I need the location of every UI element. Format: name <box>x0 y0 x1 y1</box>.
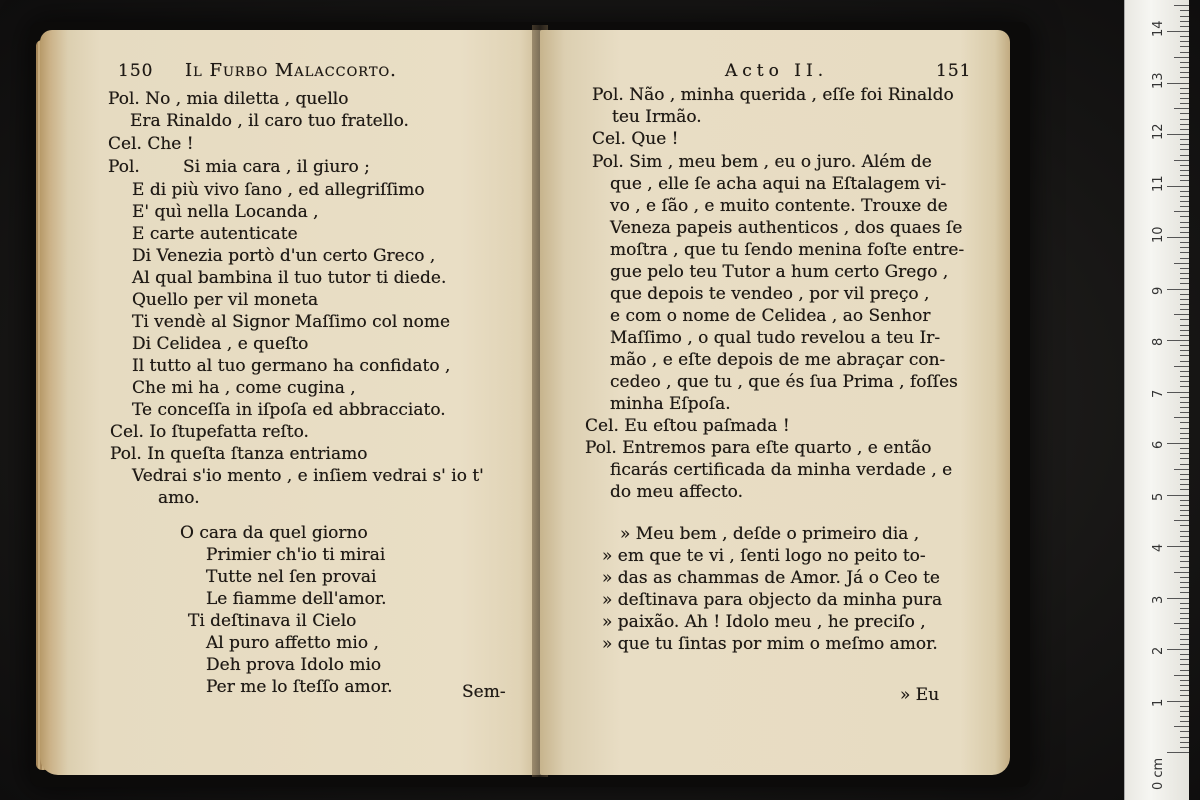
ruler-tick <box>1167 495 1189 496</box>
ruler-tick <box>1180 299 1189 300</box>
ruler-tick <box>1180 397 1189 398</box>
ruler-tick <box>1167 83 1189 84</box>
right-verse-6: » que tu ſintas por mim o meſmo amor. <box>602 634 938 654</box>
ruler-tick <box>1180 711 1189 712</box>
ruler-tick <box>1180 139 1189 140</box>
ruler-tick <box>1174 160 1189 161</box>
ruler-tick <box>1180 510 1189 511</box>
right-line-1: Pol. Não , minha querida , eſſe foi Rinaldo <box>592 85 954 105</box>
left-line-16: Cel. Io ſtupefatta reſto. <box>110 422 309 442</box>
ruler-tick <box>1180 747 1189 748</box>
left-line-10: Quello per vil moneta <box>132 290 319 310</box>
left-page-number: 150 <box>118 61 154 81</box>
left-line-14: Che mi ha , come cugina , <box>132 378 356 398</box>
ruler-label: 9 <box>1151 286 1166 295</box>
ruler-label: 13 <box>1151 71 1166 89</box>
ruler-tick <box>1167 752 1189 753</box>
ruler-tick <box>1167 598 1189 599</box>
ruler-tick <box>1180 144 1189 145</box>
ruler-tick <box>1180 155 1189 156</box>
ruler-tick <box>1174 314 1189 315</box>
left-line-11: Ti vendè al Signor Maſſimo col nome <box>132 312 451 332</box>
ruler-tick <box>1180 706 1189 707</box>
ruler-tick <box>1180 664 1189 665</box>
ruler-tick <box>1180 330 1189 331</box>
left-line-2: Era Rinaldo , il caro tuo fratello. <box>130 111 409 131</box>
ruler-tick <box>1180 603 1189 604</box>
ruler-tick <box>1180 345 1189 346</box>
ruler-tick <box>1167 443 1189 444</box>
left-page <box>40 30 545 775</box>
ruler-tick <box>1180 67 1189 68</box>
left-line-1: Pol. No , mia diletta , quello <box>108 89 349 109</box>
ruler-tick <box>1174 520 1189 521</box>
ruler-tick <box>1180 464 1189 465</box>
ruler-tick <box>1180 36 1189 37</box>
ruler-tick <box>1180 381 1189 382</box>
ruler-tick <box>1180 433 1189 434</box>
ruler-label: 11 <box>1151 174 1166 192</box>
ruler-tick <box>1180 222 1189 223</box>
ruler-tick <box>1167 546 1189 547</box>
left-verse-8: Per me lo ſteſſo amor. <box>206 677 393 697</box>
ruler-tick <box>1180 268 1189 269</box>
ruler-tick <box>1180 587 1189 588</box>
ruler-tick <box>1180 98 1189 99</box>
ruler-tick <box>1180 309 1189 310</box>
right-running-title: Acto II. <box>725 61 829 81</box>
ruler-tick <box>1180 582 1189 583</box>
ruler-tick <box>1180 613 1189 614</box>
left-line-7: E carte autenticate <box>132 224 298 244</box>
ruler-tick <box>1174 57 1189 58</box>
left-catchword: Sem- <box>462 682 506 702</box>
ruler-tick <box>1180 458 1189 459</box>
right-line-14: cedeo , que tu , que és ſua Prima , foſſes <box>610 372 958 392</box>
ruler-tick <box>1180 201 1189 202</box>
right-line-11: e com o nome de Celidea , ao Senhor <box>610 306 931 326</box>
ruler-tick <box>1180 170 1189 171</box>
ruler-tick <box>1167 392 1189 393</box>
ruler-tick <box>1180 386 1189 387</box>
ruler-tick <box>1180 561 1189 562</box>
ruler-tick <box>1180 355 1189 356</box>
left-verse-4: Le fiamme dell'amor. <box>206 589 387 609</box>
ruler-tick <box>1180 680 1189 681</box>
left-verse-2: Primier ch'io ti mirai <box>206 545 386 565</box>
ruler-tick <box>1180 479 1189 480</box>
left-line-3: Cel. Che ! <box>108 134 194 154</box>
ruler-tick <box>1174 417 1189 418</box>
ruler-tick <box>1180 731 1189 732</box>
ruler-tick <box>1180 77 1189 78</box>
ruler-tick <box>1174 263 1189 264</box>
ruler-tick <box>1180 52 1189 53</box>
ruler-tick <box>1180 505 1189 506</box>
ruler-tick <box>1180 103 1189 104</box>
ruler-tick <box>1180 273 1189 274</box>
ruler-label: 3 <box>1151 595 1166 604</box>
ruler-tick <box>1180 376 1189 377</box>
ruler-tick <box>1180 113 1189 114</box>
left-verse-7: Deh prova Idolo mio <box>206 655 382 675</box>
ruler-tick <box>1180 448 1189 449</box>
left-line-19: amo. <box>158 488 200 508</box>
ruler-tick <box>1180 371 1189 372</box>
right-line-9: gue pelo teu Tutor a hum certo Grego , <box>610 262 949 282</box>
ruler-tick <box>1180 690 1189 691</box>
left-line-5: E di più vivo ſano , ed allegriſſimo <box>132 180 425 200</box>
right-line-17: Pol. Entremos para eſte quarto , e então <box>585 438 932 458</box>
ruler-tick <box>1180 10 1189 11</box>
ruler-tick <box>1180 608 1189 609</box>
ruler-tick <box>1180 294 1189 295</box>
ruler-label: 5 <box>1151 492 1166 501</box>
left-line-9: Al qual bambina il tuo tutor ti diede. <box>132 268 447 288</box>
ruler-tick <box>1180 258 1189 259</box>
ruler-tick <box>1167 340 1189 341</box>
ruler-label: 4 <box>1151 543 1166 552</box>
ruler-tick <box>1180 119 1189 120</box>
right-verse-3: » das as chammas de Amor. Já o Ceo te <box>602 568 940 588</box>
ruler-tick <box>1180 654 1189 655</box>
left-line-6: E' quì nella Locanda , <box>132 202 319 222</box>
right-line-10: que depois te vendeo , por vil preço , <box>610 284 930 304</box>
ruler-tick <box>1180 247 1189 248</box>
ruler-tick <box>1174 211 1189 212</box>
ruler-tick <box>1180 62 1189 63</box>
right-line-12: Maſſimo , o qual tudo revelou a teu Ir- <box>610 328 941 348</box>
ruler-tick <box>1180 216 1189 217</box>
right-verse-2: » em que te vi , ſenti logo no peito to- <box>602 546 926 566</box>
ruler-tick <box>1180 412 1189 413</box>
ruler-tick <box>1167 186 1189 187</box>
ruler-tick <box>1180 525 1189 526</box>
right-line-8: moſtra , que tu ſendo menina foſte entre- <box>610 240 965 260</box>
ruler-tick <box>1180 304 1189 305</box>
ruler-tick <box>1180 16 1189 17</box>
ruler-tick <box>1180 283 1189 284</box>
ruler-tick <box>1180 453 1189 454</box>
ruler-tick <box>1174 675 1189 676</box>
ruler-tick <box>1167 237 1189 238</box>
ruler-tick <box>1180 551 1189 552</box>
ruler-tick <box>1180 489 1189 490</box>
ruler-tick <box>1174 366 1189 367</box>
ruler-tick <box>1180 484 1189 485</box>
ruler-tick <box>1180 556 1189 557</box>
right-catchword: » Eu <box>900 685 940 705</box>
ruler-tick <box>1174 469 1189 470</box>
ruler-tick <box>1180 541 1189 542</box>
ruler-tick <box>1180 46 1189 47</box>
ruler-tick <box>1180 670 1189 671</box>
ruler-label: 1 <box>1151 698 1166 707</box>
ruler-tick <box>1180 361 1189 362</box>
ruler-tick <box>1180 242 1189 243</box>
right-line-18: ficarás certificada da minha verdade , e <box>610 460 953 480</box>
ruler-tick <box>1180 165 1189 166</box>
right-line-3: Cel. Que ! <box>592 129 679 149</box>
left-line-17: Pol. In queſta ſtanza entriamo <box>110 444 368 464</box>
measuring-ruler <box>1124 0 1189 800</box>
ruler-tick <box>1180 592 1189 593</box>
left-verse-1: O cara da quel giorno <box>180 523 368 543</box>
ruler-tick <box>1180 93 1189 94</box>
right-verse-5: » paixão. Ah ! Idolo meu , he preciſo , <box>602 612 926 632</box>
ruler-tick <box>1167 649 1189 650</box>
ruler-tick <box>1180 438 1189 439</box>
ruler-tick <box>1180 206 1189 207</box>
ruler-tick <box>1180 634 1189 635</box>
ruler-tick <box>1180 716 1189 717</box>
ruler-tick <box>1174 108 1189 109</box>
left-line-18: Vedrai s'io mento , e inſiem vedrai s' io t' <box>132 466 484 486</box>
ruler-label: 2 <box>1151 646 1166 655</box>
ruler-tick <box>1167 289 1189 290</box>
right-line-15: minha Eſpoſa. <box>610 394 731 414</box>
ruler-unit-label: 0 cm <box>1151 757 1166 790</box>
ruler-tick <box>1180 695 1189 696</box>
ruler-label: 12 <box>1151 123 1166 140</box>
ruler-tick <box>1174 5 1189 6</box>
left-line-13: Il tutto al tuo germano ha confidato , <box>132 356 451 376</box>
right-line-5: que , elle ſe acha aqui na Eſtalagem vi- <box>610 174 947 194</box>
ruler-tick <box>1180 721 1189 722</box>
ruler-tick <box>1180 129 1189 130</box>
ruler-label: 6 <box>1151 440 1166 449</box>
ruler-tick <box>1180 319 1189 320</box>
ruler-tick <box>1180 227 1189 228</box>
ruler-tick <box>1180 536 1189 537</box>
ruler-tick <box>1180 628 1189 629</box>
left-line-15: Te conceſſa in iſpoſa ed abbracciato. <box>132 400 446 420</box>
ruler-tick <box>1180 659 1189 660</box>
right-line-16: Cel. Eu eſtou paſmada ! <box>585 416 790 436</box>
right-page <box>540 30 1010 775</box>
left-verse-5: Ti deſtinava il Cielo <box>188 611 357 631</box>
left-line-4: Pol. Si mia cara , il giuro ; <box>108 157 370 177</box>
right-line-19: do meu affecto. <box>610 482 744 502</box>
right-line-7: Veneza papeis authenticos , dos quaes ſe <box>610 218 963 238</box>
right-line-13: mão , e eſte depois de me abraçar con- <box>610 350 946 370</box>
left-running-title: Il Furbo Malaccorto. <box>185 60 397 81</box>
ruler-label: 8 <box>1151 337 1166 346</box>
ruler-tick <box>1180 88 1189 89</box>
ruler-tick <box>1180 124 1189 125</box>
ruler-tick <box>1180 21 1189 22</box>
ruler-tick <box>1180 350 1189 351</box>
ruler-tick <box>1180 26 1189 27</box>
right-verse-4: » deſtinava para objecto da minha pura <box>602 590 943 610</box>
right-line-6: vo , e ſão , e muito contente. Trouxe de <box>610 196 948 216</box>
ruler-tick <box>1180 644 1189 645</box>
ruler-tick <box>1167 31 1189 32</box>
ruler-tick <box>1174 572 1189 573</box>
ruler-tick <box>1180 422 1189 423</box>
left-verse-6: Al puro affetto mio , <box>206 633 379 653</box>
left-line-12: Di Celidea , e queſto <box>132 334 309 354</box>
ruler-tick <box>1180 618 1189 619</box>
ruler-tick <box>1167 701 1189 702</box>
ruler-tick <box>1180 737 1189 738</box>
right-verse-1: » Meu bem , deſde o primeiro dia , <box>620 524 920 544</box>
ruler-tick <box>1180 500 1189 501</box>
ruler-tick <box>1180 41 1189 42</box>
ruler-tick <box>1180 335 1189 336</box>
ruler-tick <box>1180 196 1189 197</box>
left-line-8: Di Venezia portò d'un certo Greco , <box>132 246 436 266</box>
ruler-label: 14 <box>1151 20 1166 37</box>
ruler-tick <box>1180 428 1189 429</box>
right-line-2: teu Irmão. <box>612 107 702 127</box>
ruler-tick <box>1167 134 1189 135</box>
ruler-tick <box>1180 402 1189 403</box>
ruler-tick <box>1180 567 1189 568</box>
ruler-tick <box>1180 252 1189 253</box>
ruler-tick <box>1180 639 1189 640</box>
right-line-4: Pol. Sim , meu bem , eu o juro. Além de <box>592 152 932 172</box>
ruler-label: 10 <box>1151 226 1166 243</box>
ruler-tick <box>1180 531 1189 532</box>
ruler-tick <box>1180 685 1189 686</box>
ruler-tick <box>1180 515 1189 516</box>
ruler-tick <box>1180 175 1189 176</box>
left-verse-3: Tutte nel ſen provai <box>206 567 377 587</box>
ruler-tick <box>1180 577 1189 578</box>
ruler-tick <box>1180 474 1189 475</box>
ruler-tick <box>1180 278 1189 279</box>
ruler-tick <box>1180 742 1189 743</box>
ruler-tick <box>1180 180 1189 181</box>
ruler-tick <box>1180 325 1189 326</box>
right-page-number: 151 <box>936 61 972 81</box>
ruler-tick <box>1180 191 1189 192</box>
ruler-tick <box>1180 232 1189 233</box>
ruler-tick <box>1180 72 1189 73</box>
ruler-tick <box>1174 726 1189 727</box>
ruler-tick <box>1174 623 1189 624</box>
ruler-label: 7 <box>1151 389 1166 398</box>
ruler-tick <box>1180 149 1189 150</box>
ruler-tick <box>1180 407 1189 408</box>
